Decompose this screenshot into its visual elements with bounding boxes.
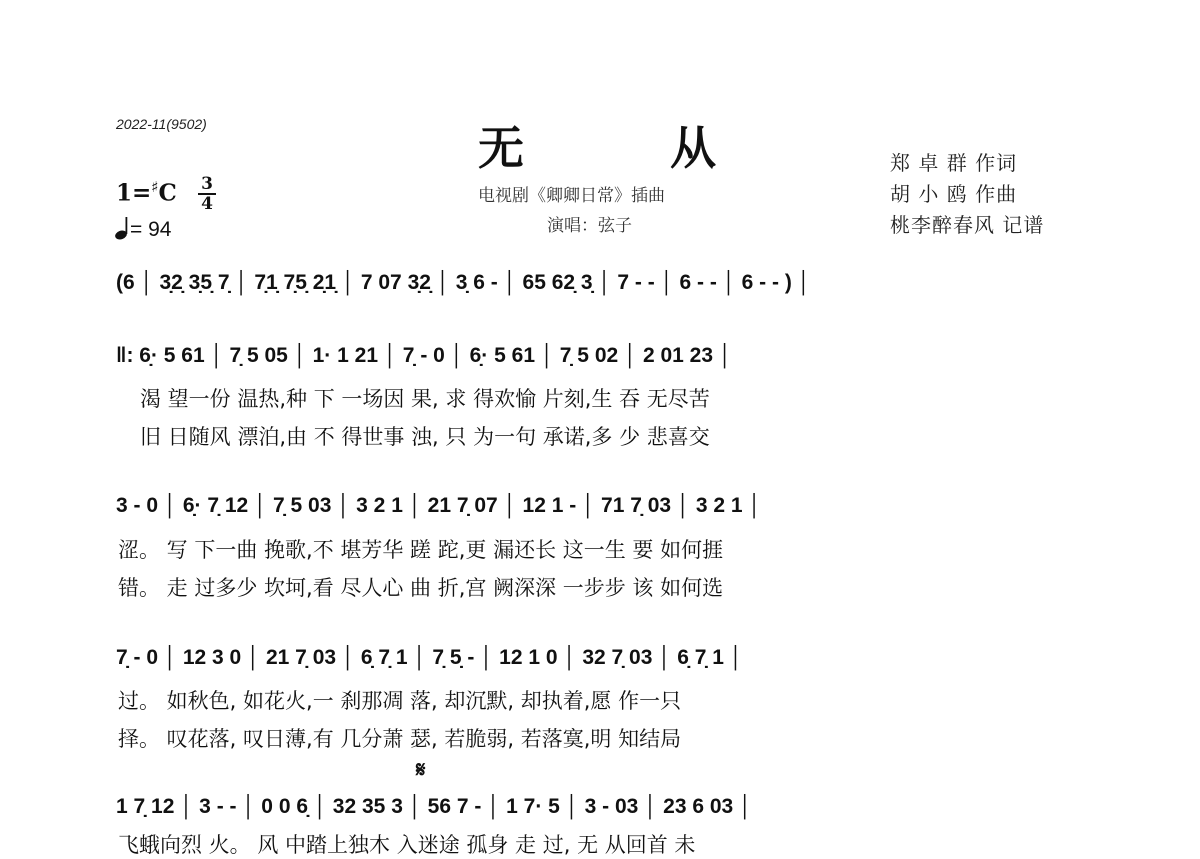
lyric-row-3-verse-2: 错。 走 过多少 坎坷,看 尽人心 曲 折,宫 阙深深 一步步 该 如何选 [118, 576, 724, 600]
notation-row-2: ‖: 6̣· 5 61 │ 7̣ 5 05 │ 1· 1 21 │ 7̣ - 0 │ 6̣· 5 61 │ 7̣ 5 02 │ 2 01 23 │ [116, 344, 732, 367]
lyric-row-4-verse-1: 过。 如秋色, 如花火,一 刹那凋 落, 却沉默, 却执着,愿 作一只 [118, 689, 682, 713]
lyric-row-3-verse-1: 涩。 写 下一曲 挽歌,不 堪芳华 蹉 跎,更 漏还长 这一生 要 如何捱 [118, 538, 724, 562]
composer: 胡 小 鸥 作曲 [890, 182, 1018, 206]
segno-sign: 𝄋 [416, 757, 426, 783]
tempo-mark [114, 216, 171, 242]
notation-row-1: (6 │ 3̣2̣ 3̣5̣ 7̣ │ 7̣1̣ 7̣5̣ 2̣1̣ │ 7 07 3̣2̣ │ 3̣ 6 - │ 65 62̣ 3̣ │ 7 - - │ 6 - - │ 6 - - ) │ [116, 271, 811, 294]
title-char-1: 无 [478, 121, 528, 175]
quarter-note-icon [114, 216, 130, 240]
notation-row-4: 7̣ - 0 │ 12 3 0 │ 21 7̣ 03 │ 6̣ 7̣ 1 │ 7̣ 5̣ - │ 12 1 0 │ 32 7̣ 03 │ 6̣ 7̣ 1 │ [116, 646, 743, 669]
lyricist: 郑 卓 群 作词 [890, 151, 1018, 175]
sharp-icon: ♯ [151, 178, 159, 196]
key-signature [116, 178, 177, 207]
subtitle: 电视剧《卿卿日常》插曲 [478, 186, 665, 206]
tempo-value: = 94 [130, 218, 172, 241]
notation-row-5: 1 7̣ 12 │ 3 - - │ 0 0 6̣ │ 32 35 3 │ 56 7 - │ 1 7· 5 │ 3 - 03 │ 23 6 03 │ [116, 795, 753, 818]
lyric-row-5-verse-1: 飞蛾向烈 火。 风 中踏上独木 入迷途 孤身 走 过, 无 从回首 未 [118, 833, 696, 857]
lyric-row-4-verse-2: 择。 叹花落, 叹日薄,有 几分萧 瑟, 若脆弱, 若落寞,明 知结局 [118, 727, 682, 751]
time-bottom: 4 [201, 194, 213, 214]
lyric-row-2-verse-2: 旧 日随风 漂泊,由 不 得世事 浊, 只 为一句 承诺,多 少 悲喜交 [140, 425, 710, 449]
key-prefix: 1= [116, 179, 152, 207]
singer: 演唱：弦子 [547, 216, 632, 236]
time-top: 3 [201, 174, 213, 194]
key-note: C [158, 179, 177, 207]
transcriber: 桃李醉春风 记谱 [890, 213, 1045, 237]
lyric-row-2-verse-1: 渴 望一份 温热,种 下 一场因 果, 求 得欢愉 片刻,生 吞 无尽苦 [140, 387, 710, 411]
notation-row-3: 3 - 0 │ 6̣· 7̣ 12 │ 7̣ 5 03 │ 3 2 1 │ 21 7̣ 07 │ 12 1 - │ 71 7̣ 03 │ 3 2 1 │ [116, 494, 762, 517]
catalog-tag: 2022-11(9502) [116, 116, 207, 132]
title-char-2: 从 [670, 121, 720, 175]
time-signature [198, 176, 216, 212]
